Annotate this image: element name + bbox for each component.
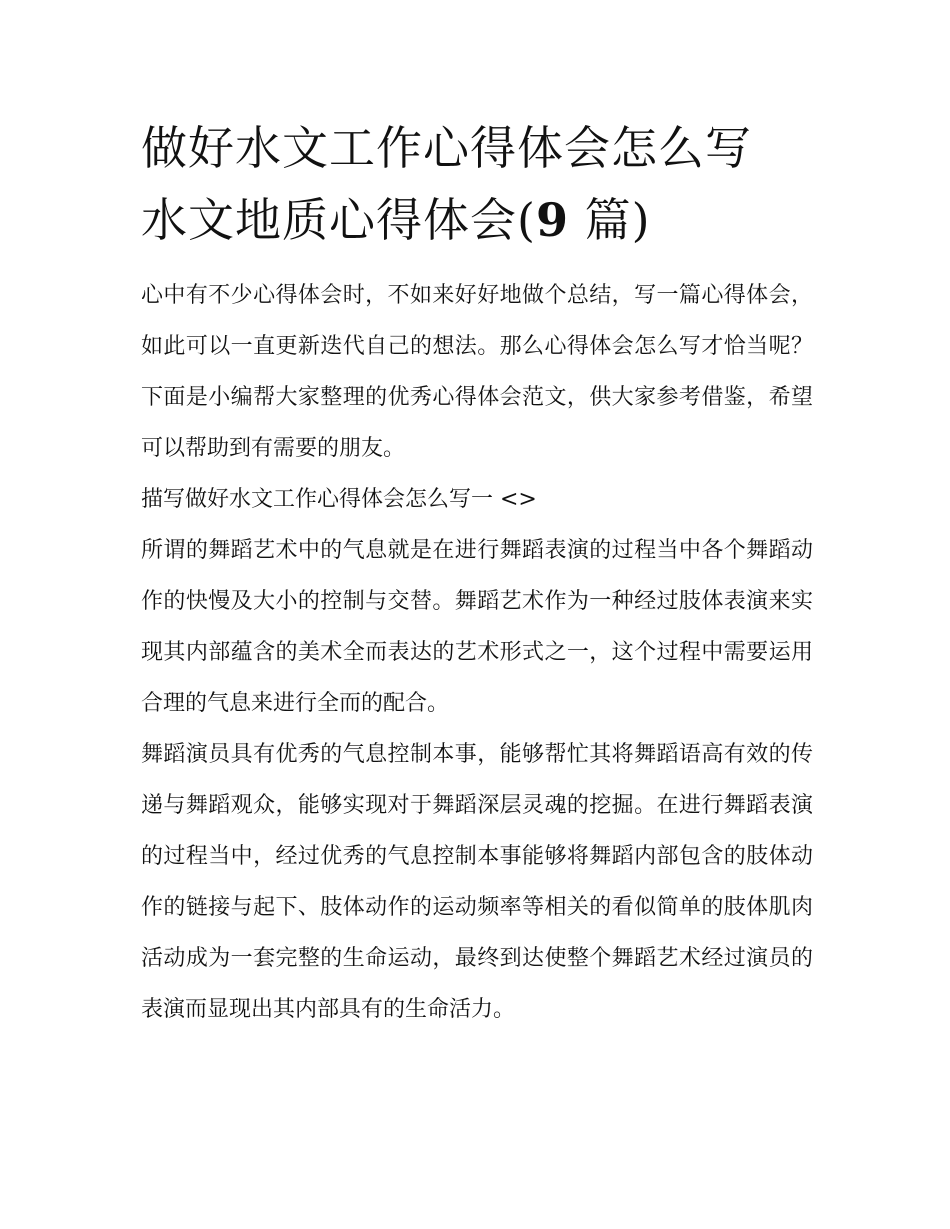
document-title [141, 112, 813, 256]
body-paragraph: 舞蹈演员具有优秀的气息控制本事，能够帮忙其将舞蹈语高有效的传递与舞蹈观众，能够实现对于舞蹈深层灵魂的挖掘。在进行舞蹈表演的过程当中，经过优秀的气息控制本事能够将舞蹈内部包含的肢体动作的链接与起下、肢体动作的运动频率等相关的看似简单的肢体肌肉活动成为一套完整的生命运动，最终到达使整个舞蹈艺术经过演员的表演而显现出其内部具有的生命活力。 [141, 742, 813, 1022]
title-line-1: 做好水文工作心得体会怎么写 [141, 121, 752, 175]
title-line-2-suffix: 篇) [568, 193, 651, 247]
section-heading: 描写做好水文工作心得体会怎么写一 <> [141, 487, 537, 512]
intro-paragraph: 心中有不少心得体会时，不如来好好地做个总结，写一篇心得体会，如此可以一直更新迭代自己的想法。那么心得体会怎么写才恰当呢？下面是小编帮大家整理的优秀心得体会范文，供大家参考借鉴，希望可以帮助到有需要的朋友。 [141, 283, 813, 461]
document-body [141, 112, 813, 1035]
title-line-2-prefix: 水文地质心得体会( [141, 193, 536, 247]
body-paragraph: 所谓的舞蹈艺术中的气息就是在进行舞蹈表演的过程当中各个舞蹈动作的快慢及大小的控制与交替。舞蹈艺术作为一种经过肢体表演来实现其内部蕴含的美术全而表达的艺术形式之一，这个过程中需要运用合理的气息来进行全而的配合。 [141, 538, 813, 716]
title-line-2-number: 9 [535, 193, 569, 247]
